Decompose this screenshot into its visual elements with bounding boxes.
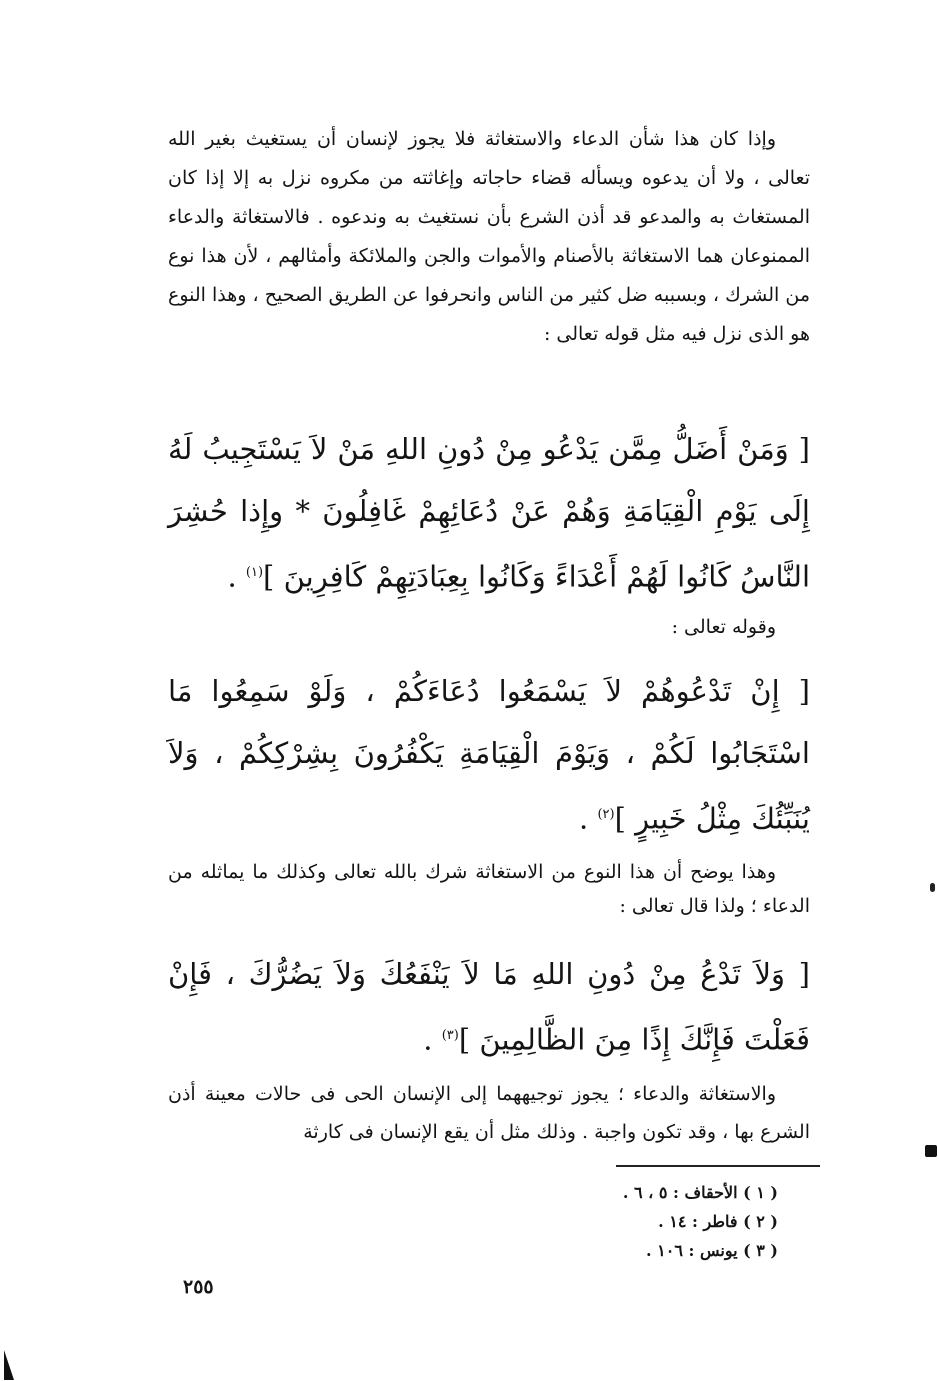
verse-block-3 (168, 943, 810, 1071)
verse-1-text: [ وَمَنْ أَضَلُّ مِمَّن يَدْعُو مِنْ دُونِ اللهِ مَنْ لاَ يَسْتَجِيبُ لَهُ إِلَى يَوْمِ الْقِيَامَةِ وَهُمْ عَنْ دُعَائِهِمْ غَافِلُونَ * وإِذا حُشِرَ النَّاسُ كَانُوا لَهُمْ أَعْدَاءً وَكَانُوا بِعِبَادَتِهِمْ كَافِرِينَ ] (168, 432, 810, 594)
verse-3-text: [ وَلاَ تَدْعُ مِنْ دُونِ اللهِ مَا لاَ يَنْفَعُكَ وَلاَ يَضُرُّكَ ، فَإِنْ فَعَلْتَ فَإِنَّكَ إِذًا مِنَ الظَّالِمِينَ ] (168, 957, 810, 1057)
verse-2 (168, 660, 810, 850)
footnote-divider (616, 1165, 820, 1167)
paragraph-1 (168, 120, 810, 354)
page-number: ٢٥٥ (183, 1276, 214, 1298)
verse-1 (168, 418, 810, 608)
footnote-ref-3: (٣) (441, 1028, 459, 1043)
verse-block-2 (168, 660, 810, 850)
paragraph-4 (168, 1075, 810, 1151)
footnote-ref-2: (٢) (597, 807, 615, 822)
footnote-2: ( ٢ ) فاطر : ١٤ . (658, 1212, 778, 1231)
paragraph-1-text: وإذا كان هذا شأن الدعاء والاستغاثة فلا يجوز لإنسان أن يستغيث بغير الله تعالى ، ولا أن يدعوه ويسأله قضاء حاجاته وإغاثته من مكروه نزل به إلا إذا كان المستغاث به والمدعو قد أذن الشرع بأن نستغيث به وندعوه . فالاستغاثة والدعاء الممنوعان هما الاستغاثة بالأصنام والأموات والجن والملائكة وأمثالهم ، لأن هذا نوع من الشرك ، وبسببه ضل كثير من الناس وانحرفوا عن الطريق الصحيح ، وهذا النوع هو الذى نزل فيه مثل قوله تعالى : (168, 128, 810, 345)
verse-block-1 (168, 418, 810, 608)
footnote-ref-1: (١) (245, 565, 264, 580)
verse-2-text: [ إِنْ تَدْعُوهُمْ لاَ يَسْمَعُوا دُعَاءَكُمْ ، وَلَوْ سَمِعُوا مَا اسْتَجَابُوا لَكُمْ ، وَيَوْمَ الْقِيَامَةِ يَكْفُرُونَ بِشِرْكِكُمْ ، وَلاَ يُنَبِّئُكَ مِثْلُ خَبِيرٍ ] (168, 674, 810, 836)
lead-2-text: وقوله تعالى : (671, 616, 776, 638)
footnotes (560, 1178, 778, 1265)
verse-1-period: . (227, 559, 237, 594)
scan-mark-right (925, 1145, 937, 1157)
paragraph-3-text: وهذا يوضح أن هذا النوع من الاستغاثة شرك بالله تعالى وكذلك ما يماثله من الدعاء ؛ ولذا قال تعالى : (168, 861, 810, 917)
lead-2 (168, 610, 810, 644)
paragraph-3 (168, 855, 810, 923)
verse-3 (168, 943, 810, 1071)
scan-mark-dot (930, 883, 935, 892)
paragraph-4-text: والاستغاثة والدعاء ؛ يجوز توجيههما إلى الإنسان الحى فى حالات معينة أذن الشرع بها ، وقد تكون واجبة . وذلك مثل أن يقع الإنسان فى كارثة (168, 1083, 810, 1143)
footnote-1: ( ١ ) الأحقاف : ٥ ، ٦ . (622, 1183, 778, 1202)
scan-mark-corner (4, 1350, 14, 1380)
footnote-3: ( ٣ ) يونس : ١٠٦ . (646, 1241, 778, 1260)
verse-2-period: . (579, 801, 589, 836)
verse-3-period: . (423, 1022, 433, 1057)
